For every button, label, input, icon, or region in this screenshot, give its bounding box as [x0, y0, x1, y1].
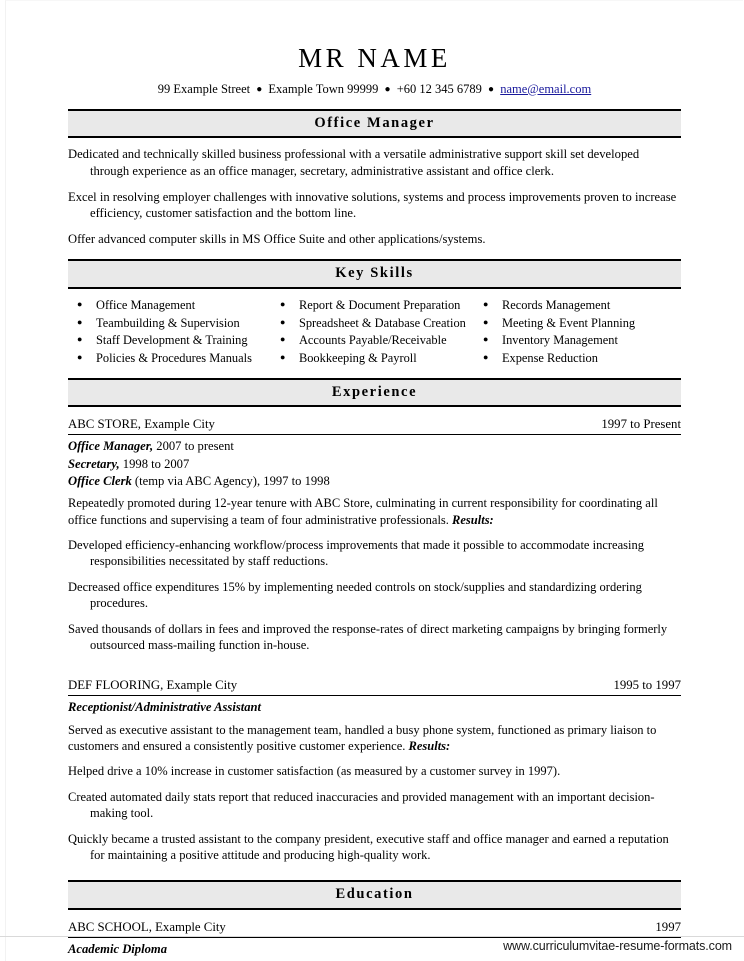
job-header: [68, 417, 681, 435]
section-header-education: Education: [68, 880, 681, 910]
job-role-detail: 2007 to present: [153, 439, 234, 454]
achievement-item: Decreased office expenditures 15% by implementing needed controls on stock/supplies and standardizing ordering procedures.: [68, 579, 642, 611]
contact-line: [68, 82, 681, 97]
school-name: ABC SCHOOL, Example City: [68, 919, 226, 934]
job-title: Secretary,: [68, 456, 120, 471]
job-summary-text: Served as executive assistant to the management team, handled a busy phone system, functioned as primary liaison to customers and ensured a consistently positive customer experience.: [68, 722, 657, 754]
job-role: [68, 456, 681, 473]
summary-paragraph: Dedicated and technically skilled business professional with a versatile administrative support skill set developed through experience as an office manager, secretary, administrative assistant and office clerk.: [68, 147, 640, 178]
job-role: [68, 438, 681, 455]
list-item: ● Spreadsheet & Database Creation: [275, 315, 478, 333]
achievement-item: Saved thousands of dollars in fees and improved the response-rates of direct marketing campaigns by bringing formerly outsourced mass-mailing function in-house.: [68, 621, 668, 652]
employer-name: ABC STORE, Example City: [68, 417, 215, 432]
list-item: ● Inventory Management: [478, 332, 681, 350]
contact-email-link[interactable]: name@email.com: [500, 81, 592, 96]
employer-name: DEF FLOORING, Example City: [68, 678, 238, 693]
key-skills-columns: [72, 297, 681, 367]
footer-divider: [0, 936, 744, 937]
list-item: ● Accounts Payable/Receivable: [275, 332, 478, 350]
experience-entry: [68, 417, 681, 653]
list-item: ● Bookkeeping & Payroll: [275, 350, 478, 368]
employment-dates: 1997 to Present: [601, 417, 681, 432]
experience-entry: [68, 678, 681, 863]
education-dates: 1997: [655, 919, 681, 934]
list-item: ● Teambuilding & Supervision: [72, 315, 275, 333]
job-roles: [68, 699, 681, 716]
employment-dates: 1995 to 1997: [613, 678, 681, 693]
bullet-separator-icon: ●: [256, 83, 263, 95]
education-credential: Academic Diploma: [68, 941, 167, 956]
key-skills-column-1: [72, 297, 275, 367]
section-spacer: [68, 662, 681, 678]
job-header: [68, 678, 681, 696]
list-item: ● Expense Reduction: [478, 350, 681, 368]
achievement-item: Developed efficiency-enhancing workflow/process improvements that made it possible to accommodate increasing responsibilities necessitated by staff reductions.: [68, 538, 644, 569]
section-header-key-skills: Key Skills: [68, 259, 681, 289]
results-label: Results:: [452, 512, 494, 527]
job-summary-text: Repeatedly promoted during 12-year tenure with ABC Store, culminating in current responsibility for coordinating all office functions and supervising a team of four administrative professionals.: [68, 496, 658, 527]
job-title: Office Clerk: [68, 473, 132, 488]
section-header-office-manager: Office Manager: [68, 109, 681, 139]
job-summary: [68, 722, 681, 755]
job-role: [68, 473, 681, 490]
list-item: ● Policies & Procedures Manuals: [72, 350, 275, 368]
key-skills-column-2: [275, 297, 478, 367]
summary-paragraph: Offer advanced computer skills in MS Office Suite and other applications/systems.: [68, 231, 486, 246]
job-role-detail: (temp via ABC Agency), 1997 to 1998: [131, 473, 330, 488]
achievement-item: Quickly became a trusted assistant to the company president, executive staff and office manager and earned a reputation for maintaining a positive attitude and producing high-quality work.: [68, 831, 669, 862]
key-skills-column-3: [478, 297, 681, 367]
achievement-item: Helped drive a 10% increase in customer satisfaction (as measured by a customer survey in 1997).: [68, 764, 561, 779]
section-spacer: [68, 872, 681, 880]
job-role: [68, 699, 681, 716]
list-item: ● Report & Document Preparation: [275, 297, 478, 315]
job-summary: [68, 495, 681, 528]
applicant-name: MR NAME: [298, 43, 451, 73]
footer-watermark: www.curriculumvitae-resume-formats.com: [503, 939, 732, 953]
list-item: ● Meeting & Event Planning: [478, 315, 681, 333]
job-title: Office Manager,: [68, 439, 154, 454]
summary-section: [68, 146, 681, 247]
results-label: Results:: [408, 739, 451, 754]
job-role-detail: 1998 to 2007: [119, 456, 190, 471]
achievement-item: Created automated daily stats report that reduced inaccuracies and provided management with an important decision-making tool.: [68, 789, 655, 821]
bullet-separator-icon: ●: [488, 83, 495, 95]
list-item: ● Staff Development & Training: [72, 332, 275, 350]
summary-paragraph: Excel in resolving employer challenges with innovative solutions, systems and process improvements proven to increase efficiency, customer satisfaction and the bottom line.: [68, 189, 677, 221]
contact-phone: +60 12 345 6789: [396, 81, 482, 96]
list-item: ● Records Management: [478, 297, 681, 315]
contact-street: 99 Example Street: [157, 81, 251, 96]
section-header-experience: Experience: [68, 378, 681, 408]
contact-city-zip: Example Town 99999: [268, 81, 379, 96]
list-item: ● Office Management: [72, 297, 275, 315]
job-title: Receptionist/Administrative Assistant: [68, 700, 262, 715]
resume-content: [68, 44, 681, 959]
job-roles: [68, 438, 681, 490]
bullet-separator-icon: ●: [384, 83, 391, 95]
